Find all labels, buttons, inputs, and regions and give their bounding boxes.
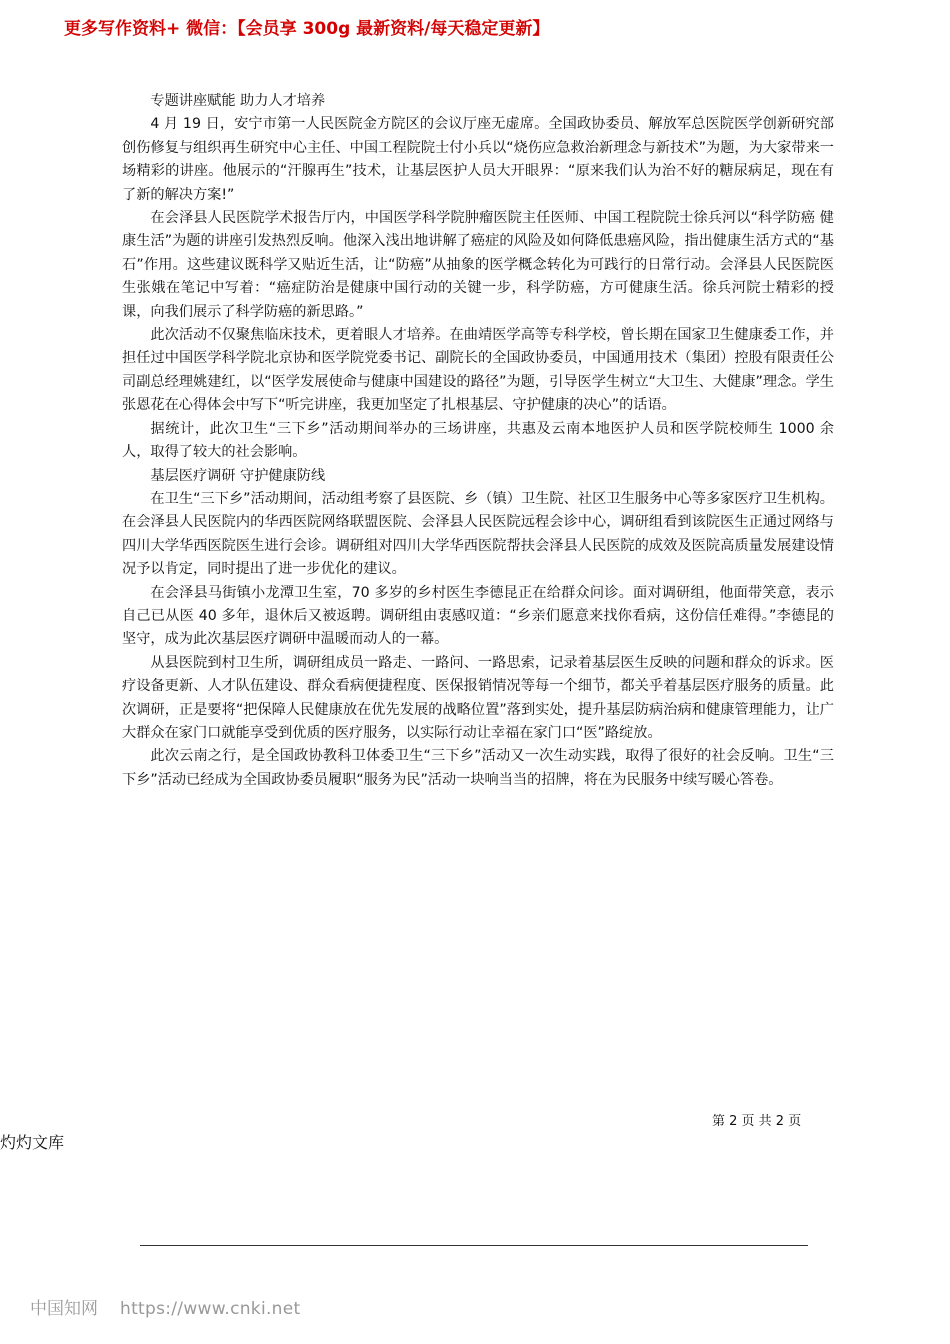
watermark-name: 中国知网 [30, 1299, 98, 1319]
article-paragraph: 据统计，此次卫生“三下乡”活动期间举办的三场讲座，共惠及云南本地医护人员和医学院校师生 1000 余人，取得了较大的社会影响。 [122, 420, 834, 461]
article-paragraph: 4 月 19 日，安宁市第一人民医院金方院区的会议厅座无虚席。全国政协委员、解放军总医院医学创新研究部创伤修复与组织再生研究中心主任、中国工程院院士付小兵以“烧伤应急救治新理念与新技术”为题，为大家带来一场精彩的讲座。他展示的“汗腺再生”技术，让基层医护人员大开眼界：“原来我们认为治不好的糖尿病足，现在有了新的解决方案!” [122, 116, 834, 203]
article-paragraph: 从县医院到村卫生所，调研组成员一路走、一路问、一路思索，记录着基层医生反映的问题和群众的诉求。医疗设备更新、人才队伍建设、群众看病便捷程度、医保报销情况等每一个细节，都关乎着基层医疗服务的质量。此次调研，正是要将“把保障人民健康放在优先发展的战略位置”落到实处，提升基层防病治病和健康管理能力，让广大群众在家门口就能享受到优质的医疗服务，以实际行动让幸福在家门口“医”路绽放。 [122, 654, 834, 741]
section-heading-lectures: 专题讲座赋能 助力人才培养 [150, 93, 326, 109]
watermark-url: https://www.cnki.net [120, 1299, 301, 1319]
article-paragraph: 此次云南之行，是全国政协教科卫体委卫生“三下乡”活动又一次生动实践，取得了很好的社会反响。卫生“三下乡”活动已经成为全国政协委员履职“服务为民”活动一块响当当的招牌，将在为民服务中续写暖心答卷。 [122, 748, 834, 788]
article-paragraph: 在会泽县人民医院学术报告厅内，中国医学科学院肿瘤医院主任医师、中国工程院院士徐兵河以“科学防癌 健康生活”为题的讲座引发热烈反响。他深入浅出地讲解了癌症的风险及如何降低患癌风险，指出健康生活方式的“基石”作用。这些建议既科学又贴近生活，让“防癌”从抽象的医学概念转化为可践行的日常行动。会泽县人民医院医生张娥在笔记中写着：“癌症防治是健康中国行动的关键一步，科学防癌，方可健康生活。徐兵河院士精彩的授课，向我们展示了科学防癌的新思路。” [122, 210, 834, 320]
section-heading-research: 基层医疗调研 守护健康防线 [150, 467, 326, 484]
footer-divider [140, 1245, 808, 1246]
article-paragraph: 在会泽县马街镇小龙潭卫生室，70 多岁的乡村医生李德昆正在给群众问诊。面对调研组，他面带笑意，表示自己已从医 40 多年，退休后又被返聘。调研组由衷感叹道：“乡亲们愿意来找你看病，这份信任难得。”李德昆的坚守，成为此次基层医疗调研中温暖而动人的一幕。 [122, 584, 834, 648]
article-paragraph: 在卫生“三下乡”活动期间，活动组考察了县医院、乡（镇）卫生院、社区卫生服务中心等多家医疗卫生机构。在会泽县人民医院内的华西医院网络联盟医院、会泽县人民医院远程会诊中心，调研组看到该院医生正通过网络与四川大学华西医院医生进行会诊。调研组对四川大学华西医院帮扶会泽县人民医院的成效及医院高质量发展建设情况予以肯定，同时提出了进一步优化的建议。 [122, 490, 834, 578]
article-body [122, 90, 834, 792]
library-name: 灼灼文库 [0, 1133, 65, 1152]
page-number: 第 2 页 共 2 页 [712, 1114, 802, 1129]
article-paragraph: 此次活动不仅聚焦临床技术，更着眼人才培养。在曲靖医学高等专科学校，曾长期在国家卫生健康委工作，并担任过中国医学科学院北京协和医学院党委书记、副院长的全国政协委员，中国通用技术（集团）控股有限责任公司副总经理姚建红，以“医学发展使命与健康中国建设的路径”为题，引导医学生树立“大卫生、大健康”理念。学生张恩花在心得体会中写下“听完讲座，我更加坚定了扎根基层、守护健康的决心”的话语。 [122, 327, 834, 414]
promo-banner: 更多写作资料+ 微信：【会员享 300g 最新资料/每天稳定更新】 [64, 19, 550, 39]
watermark [30, 1294, 300, 1319]
